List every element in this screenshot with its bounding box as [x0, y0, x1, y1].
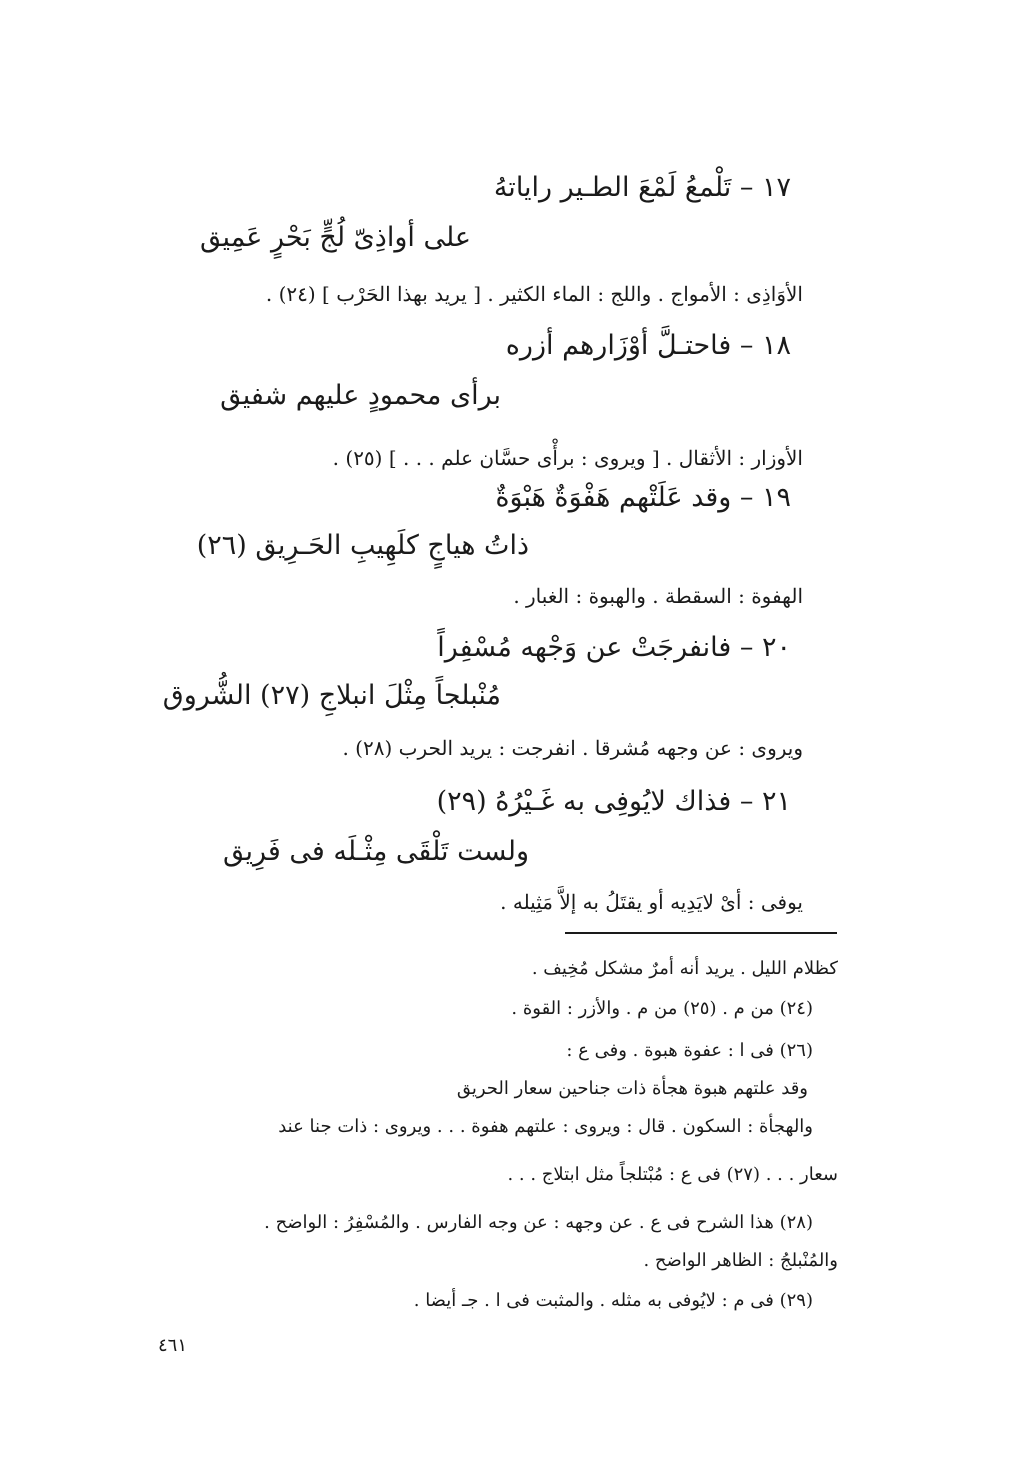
footnote-line-4: وقد علتهم هبوة هجأة ذات جناحين سعار الحريق [456, 1078, 808, 1099]
footnote-line-8: والمُنْبلجُ : الظاهر الواضح . [643, 1250, 838, 1271]
footnote-divider [565, 932, 837, 934]
footnote-line-9: (٢٩) فى م : لايُوفى به مثله . والمثبت فى ا . جـ أيضا . [413, 1290, 813, 1311]
verse-19-line1: ١٩ – وقد عَلَتْهم هَفْوَةٌ هَبْوَةٌ [495, 482, 791, 513]
note-18: الأوزار : الأثقال . [ ويروى : برأْى حسَّان علم . . . ] (٢٥) . [332, 446, 803, 470]
page-number: ٤٦١ [158, 1335, 188, 1356]
footnote-line-7: (٢٨) هذا الشرح فى ع . عن وجهه : عن وجه الفارس . والمُسْفِرُ : الواضح . [264, 1212, 813, 1233]
footnote-line-1: كظلام الليل . يريد أنه أمرٌ مشكل مُخِيف . [531, 958, 838, 979]
verse-21-line1: ٢١ – فذاك لايُوفِى به غَـيْرُهُ (٢٩) [436, 786, 791, 817]
footnote-line-3: (٢٦) فى ا : عفوة هبوة . وفى ع : [566, 1040, 813, 1061]
verse-18-line2: برأى محمودٍ عليهم شفيق [220, 380, 501, 411]
verse-21-line2: ولست تَلْقَى مِثْـلَه فى فَرِيق [223, 836, 529, 867]
verse-17-line2: على أواذِىّ لُجٍّ بَحْرٍ عَمِيق [200, 222, 471, 253]
note-19: الهفوة : السقطة . والهبوة : الغبار . [513, 584, 803, 608]
footnote-line-5: والهجأة : السكون . قال : ويروى : علتهم هفوة . . . ويروى : ذات جنا عند [278, 1116, 813, 1137]
footnote-line-2: (٢٤) من م . (٢٥) من م . والأزر : القوة . [511, 998, 813, 1019]
verse-18-line1: ١٨ – فاحتـلَّ أوْزَارهم أزره [505, 330, 791, 361]
verse-19-line2: ذاتُ هياجٍ كلَهِيبِ الحَـرِيق (٢٦) [196, 530, 529, 561]
note-21: يوفى : أىْ لايَدِيه أو يقتَلُ به إلاَّ مَثِيله . [500, 890, 803, 914]
note-20: ويروى : عن وجهه مُشرقا . انفرجت : يريد الحرب (٢٨) . [342, 736, 803, 760]
footnote-line-6: سعار . . . (٢٧) فى ع : مُبْتلجاً مثل ابتلاج . . . [507, 1164, 838, 1185]
note-17: الأوَاذِى : الأمواج . واللج : الماء الكثير . [ يريد بهذا الحَرْب ] (٢٤) . [265, 282, 803, 306]
verse-20-line2: مُنْبلجاً مِثْلَ انبلاجِ (٢٧) الشُّروق [162, 680, 501, 711]
verse-20-line1: ٢٠ – فانفرجَتْ عن وَجْهه مُسْفِراً [437, 632, 791, 663]
verse-17-line1: ١٧ – تَلْمعُ لَمْعَ الطـير راياتهُ [493, 172, 791, 203]
